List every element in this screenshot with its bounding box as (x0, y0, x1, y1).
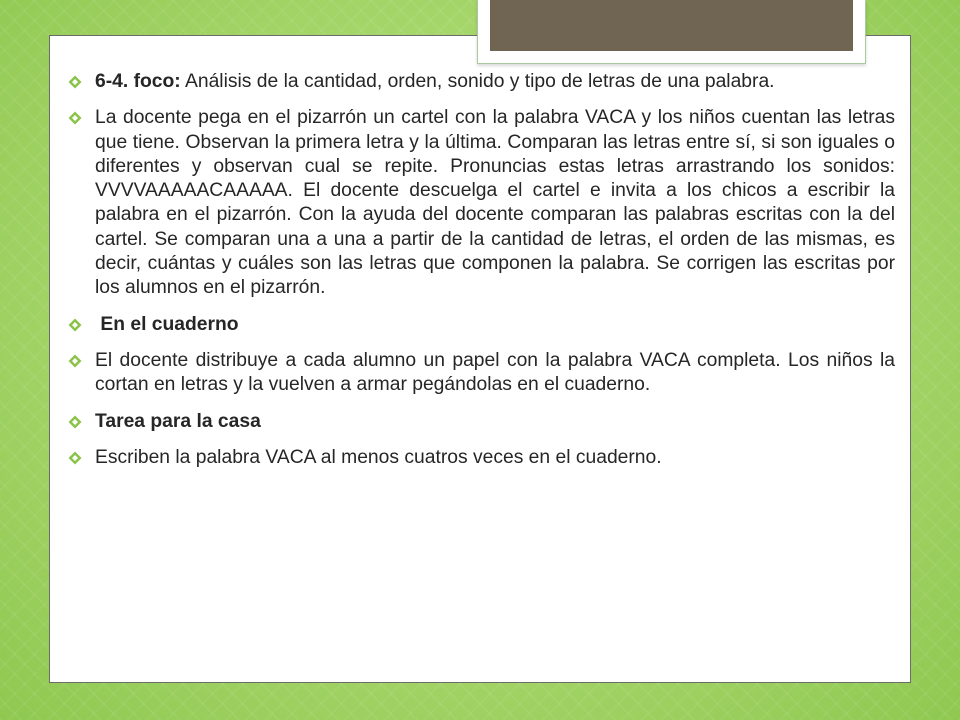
focus-text: Análisis de la cantidad, orden, sonido y tipo de letras de una palabra. (180, 71, 775, 92)
focus-label: 6-4. foco: (95, 71, 181, 92)
photo-frame (477, 0, 866, 64)
diamond-bullet-icon (68, 111, 82, 125)
list-item-homework-heading (68, 410, 895, 434)
list-item-focus (68, 70, 895, 94)
list-item-notebook-task (68, 349, 895, 398)
diamond-bullet-icon (68, 75, 82, 89)
bullet-list (68, 70, 895, 482)
photo-placeholder (490, 0, 853, 51)
homework-heading: Tarea para la casa (95, 410, 261, 432)
diamond-bullet-icon (68, 415, 82, 429)
diamond-bullet-icon (68, 451, 82, 465)
homework-task-text: Escriben la palabra VACA al menos cuatros veces en el cuaderno. (95, 446, 662, 468)
list-item-notebook-heading (68, 313, 895, 337)
activity-text: La docente pega en el pizarrón un cartel con la palabra VACA y los niños cuentan las letras que tiene. Observan la primera letra y la última. Comparan las letras entre sí, si son iguales o diferentes y observan cual se repite. Pronuncias estas letras arrastrando los sonidos: VVVVAAAAACAAAAA. El docente descuelga el cartel e invita a los chicos a escribir la palabra en el pizarrón. Con la ayuda del docente comparan las palabras escritas con la del cartel. Se comparan una a una a partir de la cantidad de letras, el orden de las mismas, es decir, cuántas y cuáles son las letras que componen la palabra. Se corrigen las escritas por los alumnos en el pizarrón. (95, 107, 895, 299)
list-item-activity (68, 106, 895, 300)
notebook-task-text: El docente distribuye a cada alumno un papel con la palabra VACA completa. Los niños la cortan en letras y la vuelven a armar pegándolas en el cuaderno. (95, 349, 895, 396)
diamond-bullet-icon (68, 318, 82, 332)
diamond-bullet-icon (68, 354, 82, 368)
notebook-heading: En el cuaderno (95, 313, 239, 335)
list-item-homework-task (68, 446, 895, 470)
